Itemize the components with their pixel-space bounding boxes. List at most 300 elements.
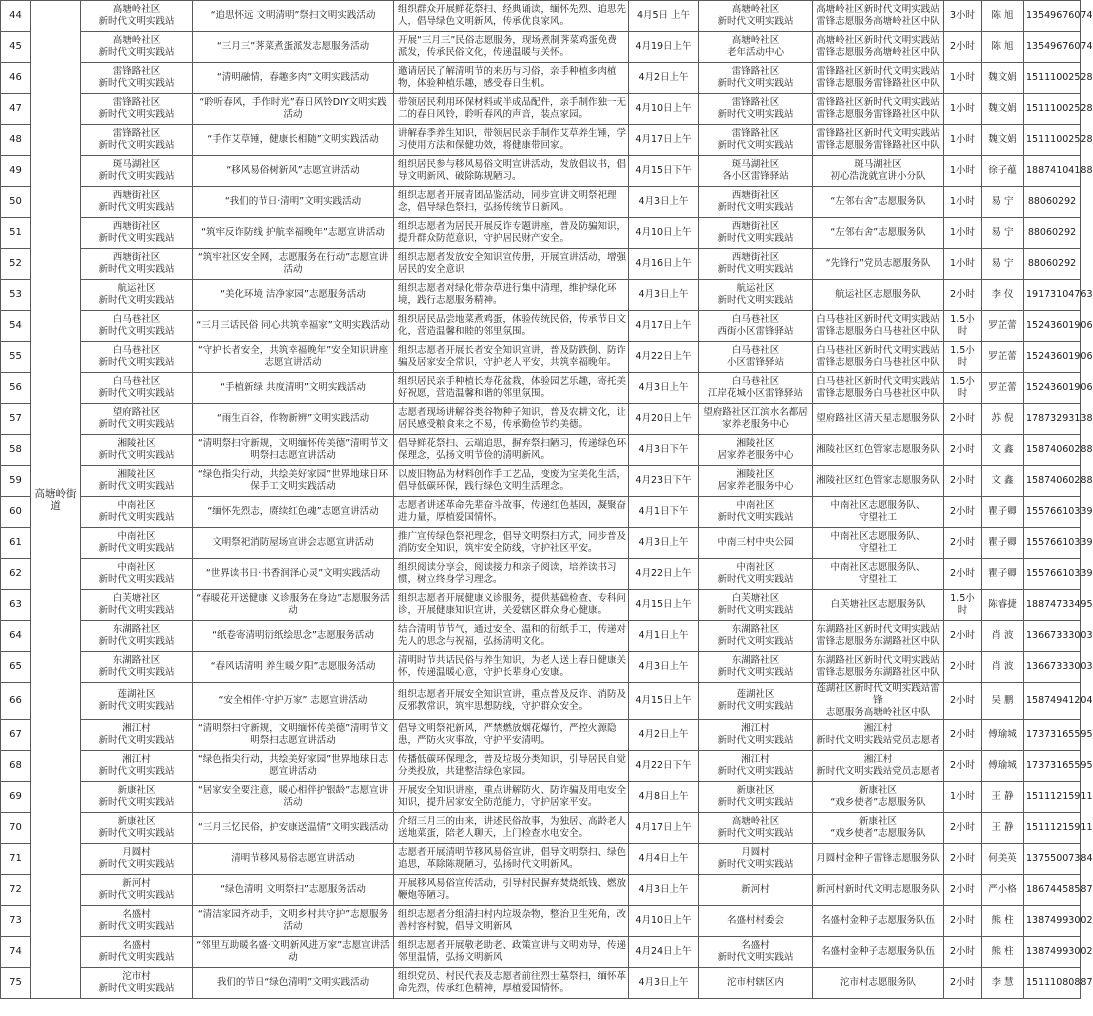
contact-person: 陈 旭 <box>982 32 1024 63</box>
contact-phone: 17373165595 <box>1024 720 1081 751</box>
activity-name: “春风话清明 养生暖夕阳”志愿服务活动 <box>193 652 394 683</box>
duration: 2小时 <box>944 404 982 435</box>
service-team: 湘江村 新时代文明实践站党员志愿者 <box>813 720 944 751</box>
practice-site: 西塘街社区 新时代文明实践站 <box>81 187 193 218</box>
practice-site: 湘陵社区 新时代文明实践站 <box>81 466 193 497</box>
activity-name: “清明祭扫守新规，文明缅怀传美德”清明节文明祭扫志愿宣讲活动 <box>193 720 394 751</box>
duration: 1.5小时 <box>944 311 982 342</box>
activity-description: 组织志愿者对绿化带杂草进行集中清理，维护绿化环境，践行志愿服务精神。 <box>394 280 629 311</box>
activity-place: 湘江村 新时代文明实践站 <box>699 751 813 782</box>
table-row <box>1 875 1081 906</box>
contact-phone: 18874733495 <box>1024 590 1081 621</box>
duration: 2小时 <box>944 968 982 999</box>
table-row <box>1 528 1081 559</box>
practice-site: 雷锋路社区 新时代文明实践站 <box>81 63 193 94</box>
row-number: 56 <box>1 373 31 404</box>
activity-description: 介绍三月三的由来，讲述民俗故事，为独居、高龄老人送地菜蛋，陪老人聊天，上门检查水电安全。 <box>394 813 629 844</box>
practice-site: 月圆村 新时代文明实践站 <box>81 844 193 875</box>
activity-name: “追思怀远 文明清明”祭扫文明实践活动 <box>193 1 394 32</box>
activity-name: “移风易俗树新风”志愿宣讲活动 <box>193 156 394 187</box>
activity-date: 4月22日上午 <box>629 342 699 373</box>
activity-place: 东湖路社区 新时代文明实践站 <box>699 621 813 652</box>
activity-name: “三月三”荠菜煮蛋派发志愿服务活动 <box>193 32 394 63</box>
contact-phone: 18874104188 <box>1024 156 1081 187</box>
contact-person: 苏 倪 <box>982 404 1024 435</box>
activity-date: 4月1日下午 <box>629 497 699 528</box>
activity-date: 4月3日上午 <box>629 968 699 999</box>
activity-description: 传播低碳环保理念，普及垃圾分类知识，引导居民自觉分类投放，共建整洁绿色家园。 <box>394 751 629 782</box>
duration: 1小时 <box>944 187 982 218</box>
activity-date: 4月3日下午 <box>629 435 699 466</box>
activity-place: 西塘街社区 新时代文明实践站 <box>699 249 813 280</box>
activity-place: 西塘街社区 新时代文明实践站 <box>699 218 813 249</box>
service-team: 雷锋路社区新时代文明实践站 雷锋志愿服务雷锋路社区中队 <box>813 63 944 94</box>
row-number: 61 <box>1 528 31 559</box>
activity-date: 4月3日上午 <box>629 875 699 906</box>
row-number: 68 <box>1 751 31 782</box>
service-team: 中南社区志愿服务队、 守望社工 <box>813 497 944 528</box>
duration: 2小时 <box>944 844 982 875</box>
service-team: 湘陵社区红色管家志愿服务队 <box>813 435 944 466</box>
duration: 1.5小时 <box>944 373 982 404</box>
activity-place: 雷锋路社区 新时代文明实践站 <box>699 63 813 94</box>
activity-place: 望府路社区江滨水名都居家养老服务中心 <box>699 404 813 435</box>
row-number: 69 <box>1 782 31 813</box>
contact-phone: 88060292 <box>1024 218 1081 249</box>
duration: 2小时 <box>944 720 982 751</box>
service-team: “左邻右舍”志愿服务队 <box>813 187 944 218</box>
duration: 2小时 <box>944 32 982 63</box>
practice-site: 莲湖社区 新时代文明实践站 <box>81 683 193 720</box>
row-number: 53 <box>1 280 31 311</box>
duration: 2小时 <box>944 497 982 528</box>
activity-place: 新康社区 新时代文明实践站 <box>699 782 813 813</box>
contact-person: 易 宁 <box>982 187 1024 218</box>
activity-place: 白芙塘社区 新时代文明实践站 <box>699 590 813 621</box>
activity-name: “邻里互助暖名盛·文明新风进万家”志愿宣讲活动 <box>193 937 394 968</box>
activity-name: “纸卷寄清明衍纸绘思念”志愿服务活动 <box>193 621 394 652</box>
service-team: 沱市村志愿服务队 <box>813 968 944 999</box>
practice-site: 西塘街社区 新时代文明实践站 <box>81 218 193 249</box>
service-team: 高塘岭社区新时代文明实践站 雷锋志愿服务高塘岭社区中队 <box>813 1 944 32</box>
duration: 2小时 <box>944 528 982 559</box>
activity-description: 推广宣传绿色祭祀理念，倡导文明祭扫方式，同步普及消防安全知识，筑牢安全防线，守护社区平安。 <box>394 528 629 559</box>
contact-person: 徐子蕴 <box>982 156 1024 187</box>
contact-phone: 15576610339 <box>1024 497 1081 528</box>
activity-description: 组织居民参与移风易俗文明宣讲活动，发放倡议书，倡导文明新风、破除陈规陋习。 <box>394 156 629 187</box>
activity-description: 组织群众开展鲜花祭扫、经典诵读，缅怀先烈、追思先人，倡导绿色文明新风，传承优良家风。 <box>394 1 629 32</box>
activity-date: 4月15日上午 <box>629 590 699 621</box>
practice-site: 中南社区 新时代文明实践站 <box>81 559 193 590</box>
service-team: 名盛村金种子志愿服务队伍 <box>813 906 944 937</box>
practice-site: 白芙塘社区 新时代文明实践站 <box>81 590 193 621</box>
contact-phone: 13667333003 <box>1024 652 1081 683</box>
activity-name: “世界读书日·书香润泽心灵”文明实践活动 <box>193 559 394 590</box>
row-number: 47 <box>1 94 31 125</box>
contact-person: 瞿子卿 <box>982 528 1024 559</box>
contact-phone: 15111080887 <box>1024 968 1081 999</box>
table-row <box>1 844 1081 875</box>
duration: 1.5小时 <box>944 590 982 621</box>
activity-date: 4月10日上午 <box>629 218 699 249</box>
practice-site: 名盛村 新时代文明实践站 <box>81 906 193 937</box>
activity-description: 组织党员、村民代表及志愿者前往烈士墓祭扫，缅怀革命先烈，传承红色精神，厚植爱国情怀。 <box>394 968 629 999</box>
row-number: 46 <box>1 63 31 94</box>
activity-date: 4月15日下午 <box>629 156 699 187</box>
activity-description: 开展安全知识讲座，重点讲解防火、防诈骗及用电安全知识，提升居家安全防范能力，守护居家平安。 <box>394 782 629 813</box>
activity-description: 组织志愿者分组清扫村内垃圾杂物，整治卫生死角，改善村容村貌，倡导文明新风 <box>394 906 629 937</box>
duration: 2小时 <box>944 559 982 590</box>
activity-description: 结合清明节节气，通过安全、温和的衍纸手工，传递对先人的思念与祝福，弘扬清明文化。 <box>394 621 629 652</box>
table-row <box>1 311 1081 342</box>
service-team: 东湖路社区新时代文明实践站 雷锋志愿服务东湖路社区中队 <box>813 652 944 683</box>
table-row <box>1 751 1081 782</box>
contact-person: 瞿子卿 <box>982 497 1024 528</box>
duration: 2小时 <box>944 683 982 720</box>
service-team: 航运社区志愿服务队 <box>813 280 944 311</box>
activity-place: 名盛村 新时代文明实践站 <box>699 937 813 968</box>
contact-person: 王 静 <box>982 782 1024 813</box>
contact-person: 李 慧 <box>982 968 1024 999</box>
activity-date: 4月22日下午 <box>629 751 699 782</box>
contact-phone: 15576610339 <box>1024 528 1081 559</box>
activity-date: 4月23日下午 <box>629 466 699 497</box>
contact-person: 罗芷蕾 <box>982 373 1024 404</box>
activity-description: 志愿者现场讲解谷类谷物种子知识，普及农耕文化，让居民感受粮食来之不易，传承勤俭节约美德。 <box>394 404 629 435</box>
activity-description: 组织志愿者开展长者安全知识宣讲，普及防跌倒、防诈骗及居家安全常识，守护老人平安，共筑幸福晚年。 <box>394 342 629 373</box>
contact-phone: 18674458587 <box>1024 875 1081 906</box>
table-row <box>1 125 1081 156</box>
contact-person: 魏文娟 <box>982 63 1024 94</box>
service-team: 新康社区 “戏乡使者”志愿服务队 <box>813 782 944 813</box>
duration: 2小时 <box>944 751 982 782</box>
activity-place: 东湖路社区 新时代文明实践站 <box>699 652 813 683</box>
practice-site: 湘江村 新时代文明实践站 <box>81 720 193 751</box>
activity-date: 4月10日上午 <box>629 906 699 937</box>
service-team: 名盛村金种子志愿服务队伍 <box>813 937 944 968</box>
duration: 2小时 <box>944 875 982 906</box>
duration: 1小时 <box>944 249 982 280</box>
row-number: 74 <box>1 937 31 968</box>
row-number: 44 <box>1 1 31 32</box>
activity-name: “手植新绿 共度清明”文明实践活动 <box>193 373 394 404</box>
table-row <box>1 621 1081 652</box>
table-row <box>1 937 1081 968</box>
row-number: 72 <box>1 875 31 906</box>
practice-site: 白马巷社区 新时代文明实践站 <box>81 373 193 404</box>
contact-person: 陈 旭 <box>982 1 1024 32</box>
activity-description: 志愿者开展清明节移风易俗宣讲，倡导文明祭扫、绿色追思，革除陈规陋习，弘扬时代文明新风。 <box>394 844 629 875</box>
activity-place: 斑马湖社区 各小区雷锋驿站 <box>699 156 813 187</box>
contact-phone: 13874993002 <box>1024 937 1081 968</box>
practice-site: 名盛村 新时代文明实践站 <box>81 937 193 968</box>
activity-date: 4月24日上午 <box>629 937 699 968</box>
contact-phone: 15111002528 <box>1024 94 1081 125</box>
contact-person: 文 鑫 <box>982 466 1024 497</box>
activity-description: 清明时节共话民俗与养生知识，为老人送上春日健康关怀，传递温暖心意，守护长辈身心安康。 <box>394 652 629 683</box>
table-row <box>1 720 1081 751</box>
contact-person: 魏文娟 <box>982 125 1024 156</box>
table-row <box>1 280 1081 311</box>
activity-place: 莲湖社区 新时代文明实践站 <box>699 683 813 720</box>
row-number: 60 <box>1 497 31 528</box>
activity-name: 我们的节日“绿色清明”文明实践活动 <box>193 968 394 999</box>
duration: 2小时 <box>944 937 982 968</box>
row-number: 71 <box>1 844 31 875</box>
contact-phone: 15111215911 <box>1024 813 1081 844</box>
activity-date: 4月16日上午 <box>629 249 699 280</box>
activity-place: 中南社区 新时代文明实践站 <box>699 559 813 590</box>
practice-site: 望府路社区 新时代文明实践站 <box>81 404 193 435</box>
contact-person: 李 仪 <box>982 280 1024 311</box>
service-team: 白马巷社区新时代文明实践站 雷锋志愿服务白马巷社区中队 <box>813 373 944 404</box>
activity-name: “守护长者安全，共筑幸福晚年”安全知识讲座志愿宣讲活动 <box>193 342 394 373</box>
activity-name: 文明祭祀消防屋场宣讲会志愿宣讲活动 <box>193 528 394 559</box>
practice-site: 高塘岭社区 新时代文明实践站 <box>81 32 193 63</box>
contact-phone: 15874941204 <box>1024 683 1081 720</box>
practice-site: 东湖路社区 新时代文明实践站 <box>81 621 193 652</box>
contact-person: 何美英 <box>982 844 1024 875</box>
service-team: 中南社区志愿服务队、 守望社工 <box>813 528 944 559</box>
row-number: 55 <box>1 342 31 373</box>
table-row <box>1 968 1081 999</box>
contact-person: 肖 波 <box>982 621 1024 652</box>
row-number: 65 <box>1 652 31 683</box>
activity-description: 组织志愿者发放安全知识宣传册，开展宣讲活动，增强居民的安全意识 <box>394 249 629 280</box>
service-team: 斑马湖社区 初心浩泷就宣讲小分队 <box>813 156 944 187</box>
activity-place: 高塘岭社区 老年活动中心 <box>699 32 813 63</box>
activity-place: 雷锋路社区 新时代文明实践站 <box>699 94 813 125</box>
contact-phone: 13549676074 <box>1024 32 1081 63</box>
activity-place: 航运社区 新时代文明实践站 <box>699 280 813 311</box>
activity-name: “居家安全要注意，暖心相伴护银龄”志愿宣讲活动 <box>193 782 394 813</box>
practice-site: 新河村 新时代文明实践站 <box>81 875 193 906</box>
table-row <box>1 813 1081 844</box>
activity-name: “筑牢社区安全网，志愿服务在行动”志愿宣讲活动 <box>193 249 394 280</box>
activity-place: 月圆村 新时代文明实践站 <box>699 844 813 875</box>
contact-person: 陈睿捷 <box>982 590 1024 621</box>
contact-phone: 17873293138 <box>1024 404 1081 435</box>
activity-date: 4月2日上午 <box>629 720 699 751</box>
activity-name: “安全相伴·守护万家” 志愿宣讲活动 <box>193 683 394 720</box>
duration: 2小时 <box>944 652 982 683</box>
table-row <box>1 782 1081 813</box>
practice-site: 沱市村 新时代文明实践站 <box>81 968 193 999</box>
duration: 3小时 <box>944 1 982 32</box>
activity-name: “清洁家园齐动手，文明乡村共守护”志愿服务活动 <box>193 906 394 937</box>
activity-name: “春暖花开送健康 义诊服务在身边”志愿服务活动 <box>193 590 394 621</box>
contact-phone: 88060292 <box>1024 187 1081 218</box>
activity-place: 名盛村村委会 <box>699 906 813 937</box>
activity-name: “聆听春风，手作时光”春日风铃DIY文明实践活动 <box>193 94 394 125</box>
practice-site: 航运社区 新时代文明实践站 <box>81 280 193 311</box>
contact-person: 文 鑫 <box>982 435 1024 466</box>
table-row <box>1 652 1081 683</box>
practice-site: 湘陵社区 新时代文明实践站 <box>81 435 193 466</box>
practice-site: 雷锋路社区 新时代文明实践站 <box>81 125 193 156</box>
practice-site: 斑马湖社区 新时代文明实践站 <box>81 156 193 187</box>
service-team: 白马巷社区新时代文明实践站 雷锋志愿服务白马巷社区中队 <box>813 311 944 342</box>
contact-person: 罗芷蕾 <box>982 311 1024 342</box>
activity-date: 4月19日上午 <box>629 32 699 63</box>
activity-name: “三月三话民俗 同心共筑幸福家”文明实践活动 <box>193 311 394 342</box>
row-number: 51 <box>1 218 31 249</box>
duration: 1小时 <box>944 94 982 125</box>
contact-phone: 15576610339 <box>1024 559 1081 590</box>
contact-phone: 15243601906 <box>1024 342 1081 373</box>
activity-description: 组织志愿者为居民开展反诈专题讲座，普及防骗知识，提升群众防范意识，守护居民财产安全。 <box>394 218 629 249</box>
table-row <box>1 342 1081 373</box>
activity-place: 湘陵社区 居家养老服务中心 <box>699 466 813 497</box>
activity-date: 4月22日上午 <box>629 559 699 590</box>
row-number: 58 <box>1 435 31 466</box>
contact-phone: 13874993002 <box>1024 906 1081 937</box>
contact-person: 易 宁 <box>982 218 1024 249</box>
contact-person: 傅瑜城 <box>982 720 1024 751</box>
activity-date: 4月3日上午 <box>629 373 699 404</box>
activity-date: 4月17日上午 <box>629 125 699 156</box>
activity-place: 白马巷社区 小区雷锋驿站 <box>699 342 813 373</box>
activity-place: 湘陵社区 居家养老服务中心 <box>699 435 813 466</box>
activity-description: 邀请居民了解清明节的来历与习俗，亲手种植多肉植物，体验种植乐趣，感受春日生机。 <box>394 63 629 94</box>
activity-description: 组织志愿者开展敬老助老、政策宣讲与文明劝导，传递邻里温情，弘扬文明新风 <box>394 937 629 968</box>
table-row <box>1 94 1081 125</box>
practice-site: 新康社区 新时代文明实践站 <box>81 782 193 813</box>
practice-site: 新康社区 新时代文明实践站 <box>81 813 193 844</box>
activity-place: 中南三村中央公园 <box>699 528 813 559</box>
duration: 2小时 <box>944 906 982 937</box>
activity-date: 4月3日上午 <box>629 528 699 559</box>
practice-site: 高塘岭社区 新时代文明实践站 <box>81 1 193 32</box>
activity-place: 雷锋路社区 新时代文明实践站 <box>699 125 813 156</box>
table-row <box>1 156 1081 187</box>
contact-person: 熊 柱 <box>982 937 1024 968</box>
service-team: 中南社区志愿服务队、 守望社工 <box>813 559 944 590</box>
contact-phone: 17373165595 <box>1024 751 1081 782</box>
activity-description: 组织志愿者开展安全知识宣讲，重点普及反诈、消防及反邪教常识，筑牢思想防线，守护群众安全。 <box>394 683 629 720</box>
row-number: 50 <box>1 187 31 218</box>
activity-description: 组织居民亲手种植长寿花盆栽，体验园艺乐趣，寄托美好祝愿，营造温馨和谐的邻里氛围。 <box>394 373 629 404</box>
service-team: 雷锋路社区新时代文明实践站 雷锋志愿服务雷锋路社区中队 <box>813 125 944 156</box>
practice-site: 雷锋路社区 新时代文明实践站 <box>81 94 193 125</box>
activity-name: 清明节移风易俗志愿宣讲活动 <box>193 844 394 875</box>
table-row <box>1 32 1081 63</box>
activity-date: 4月5日 上午 <box>629 1 699 32</box>
activity-name: “雨生百谷，作物新辨”文明实践活动 <box>193 404 394 435</box>
contact-phone: 19173104763 <box>1024 280 1081 311</box>
row-number: 57 <box>1 404 31 435</box>
contact-phone: 15111215911 <box>1024 782 1081 813</box>
activity-date: 4月17日上午 <box>629 311 699 342</box>
activity-date: 4月15日上午 <box>629 683 699 720</box>
duration: 2小时 <box>944 813 982 844</box>
practice-site: 东湖路社区 新时代文明实践站 <box>81 652 193 683</box>
activity-place: 白马巷社区 西街小区雷锋驿站 <box>699 311 813 342</box>
contact-phone: 15243601906 <box>1024 311 1081 342</box>
row-number: 66 <box>1 683 31 720</box>
activity-date: 4月3日上午 <box>629 187 699 218</box>
activity-date: 4月1日上午 <box>629 621 699 652</box>
street-name: 高塘岭街道 <box>31 1 81 999</box>
table-row <box>1 373 1081 404</box>
row-number: 45 <box>1 32 31 63</box>
contact-phone: 15243601906 <box>1024 373 1081 404</box>
practice-site: 湘江村 新时代文明实践站 <box>81 751 193 782</box>
service-team: 东湖路社区新时代文明实践站 雷锋志愿服务东湖路社区中队 <box>813 621 944 652</box>
row-number: 64 <box>1 621 31 652</box>
activity-description: 以废旧物品为材料创作手工艺品，变废为宝美化生活，倡导低碳环保，践行绿色文明生活理念。 <box>394 466 629 497</box>
table-row <box>1 590 1081 621</box>
activity-place: 沱市村辖区内 <box>699 968 813 999</box>
practice-site: 中南社区 新时代文明实践站 <box>81 497 193 528</box>
activity-date: 4月17日上午 <box>629 813 699 844</box>
contact-person: 熊 柱 <box>982 906 1024 937</box>
duration: 1小时 <box>944 218 982 249</box>
activity-place: 西塘街社区 新时代文明实践站 <box>699 187 813 218</box>
activity-date: 4月10日上午 <box>629 94 699 125</box>
activity-description: 志愿者讲述革命先辈奋斗故事，传递红色基因，凝聚奋进力量，厚植爱国情怀。 <box>394 497 629 528</box>
service-team: 新河村新时代文明志愿服务队 <box>813 875 944 906</box>
service-team: 月圆村金种子雷锋志愿服务队 <box>813 844 944 875</box>
duration: 1.5小时 <box>944 342 982 373</box>
activity-name: “手作艾草锤，健康长相随”文明实践活动 <box>193 125 394 156</box>
contact-phone: 15111002528 <box>1024 125 1081 156</box>
service-team: 望府路社区清天星志愿服务队 <box>813 404 944 435</box>
row-number: 63 <box>1 590 31 621</box>
activity-description: 倡导文明祭祀新风，严禁燃放烟花爆竹，严控火源隐患，严防火灾事故，守护平安清明。 <box>394 720 629 751</box>
row-number: 59 <box>1 466 31 497</box>
contact-person: 肖 波 <box>982 652 1024 683</box>
row-number: 73 <box>1 906 31 937</box>
row-number: 54 <box>1 311 31 342</box>
practice-site: 白马巷社区 新时代文明实践站 <box>81 342 193 373</box>
activity-date: 4月2日上午 <box>629 63 699 94</box>
activity-name: “清明融情，春趣多肉”文明实践活动 <box>193 63 394 94</box>
row-number: 62 <box>1 559 31 590</box>
activity-date: 4月8日上午 <box>629 782 699 813</box>
activity-description: 组织居民品尝地菜煮鸡蛋，体验传统民俗，传承节日文化，营造温馨和睦的邻里氛围。 <box>394 311 629 342</box>
activity-date: 4月3日上午 <box>629 280 699 311</box>
activity-description: 带领居民利用环保材料或半成品配件，亲手制作独一无二的春日风铃，聆听春风的声音，装点家园。 <box>394 94 629 125</box>
duration: 1小时 <box>944 156 982 187</box>
table-body <box>1 1 1093 999</box>
row-number: 52 <box>1 249 31 280</box>
activity-name: “绿色指尖行动，共绘美好家园”世界地球日志愿宣讲活动 <box>193 751 394 782</box>
row-number: 67 <box>1 720 31 751</box>
contact-person: 易 宁 <box>982 249 1024 280</box>
contact-phone: 13667333003 <box>1024 621 1081 652</box>
contact-phone: 88060292 <box>1024 249 1081 280</box>
activity-place: 湘江村 新时代文明实践站 <box>699 720 813 751</box>
practice-site: 白马巷社区 新时代文明实践站 <box>81 311 193 342</box>
activity-name: “美化环境 洁净家园”志愿服务活动 <box>193 280 394 311</box>
activity-description: 讲解春季养生知识，带领居民亲手制作艾草养生锤，学习使用方法和保健功效，将健康带回家。 <box>394 125 629 156</box>
activity-description: 开展移风易俗宣传活动，引导村民摒弃焚烧纸钱、燃放鞭炮等陋习。 <box>394 875 629 906</box>
table-row <box>1 63 1081 94</box>
activity-date: 4月20日上午 <box>629 404 699 435</box>
contact-person: 瞿子卿 <box>982 559 1024 590</box>
service-team: 莲湖社区新时代文明实践站雷锋 志愿服务高塘岭社区中队 <box>813 683 944 720</box>
service-team: 湘江村 新时代文明实践站党员志愿者 <box>813 751 944 782</box>
row-number: 49 <box>1 156 31 187</box>
table-row <box>1 906 1081 937</box>
activity-description: 倡导鲜花祭扫、云端追思，摒弃祭扫陋习，传递绿色环保理念，弘扬文明节俭的清明新风。 <box>394 435 629 466</box>
contact-phone: 15874060288 <box>1024 466 1081 497</box>
contact-person: 魏文娟 <box>982 94 1024 125</box>
activity-name: “绿色指尖行动，共绘美好家园”世界地球日环保手工文明实践活动 <box>193 466 394 497</box>
contact-phone: 15874060288 <box>1024 435 1081 466</box>
duration: 1小时 <box>944 63 982 94</box>
